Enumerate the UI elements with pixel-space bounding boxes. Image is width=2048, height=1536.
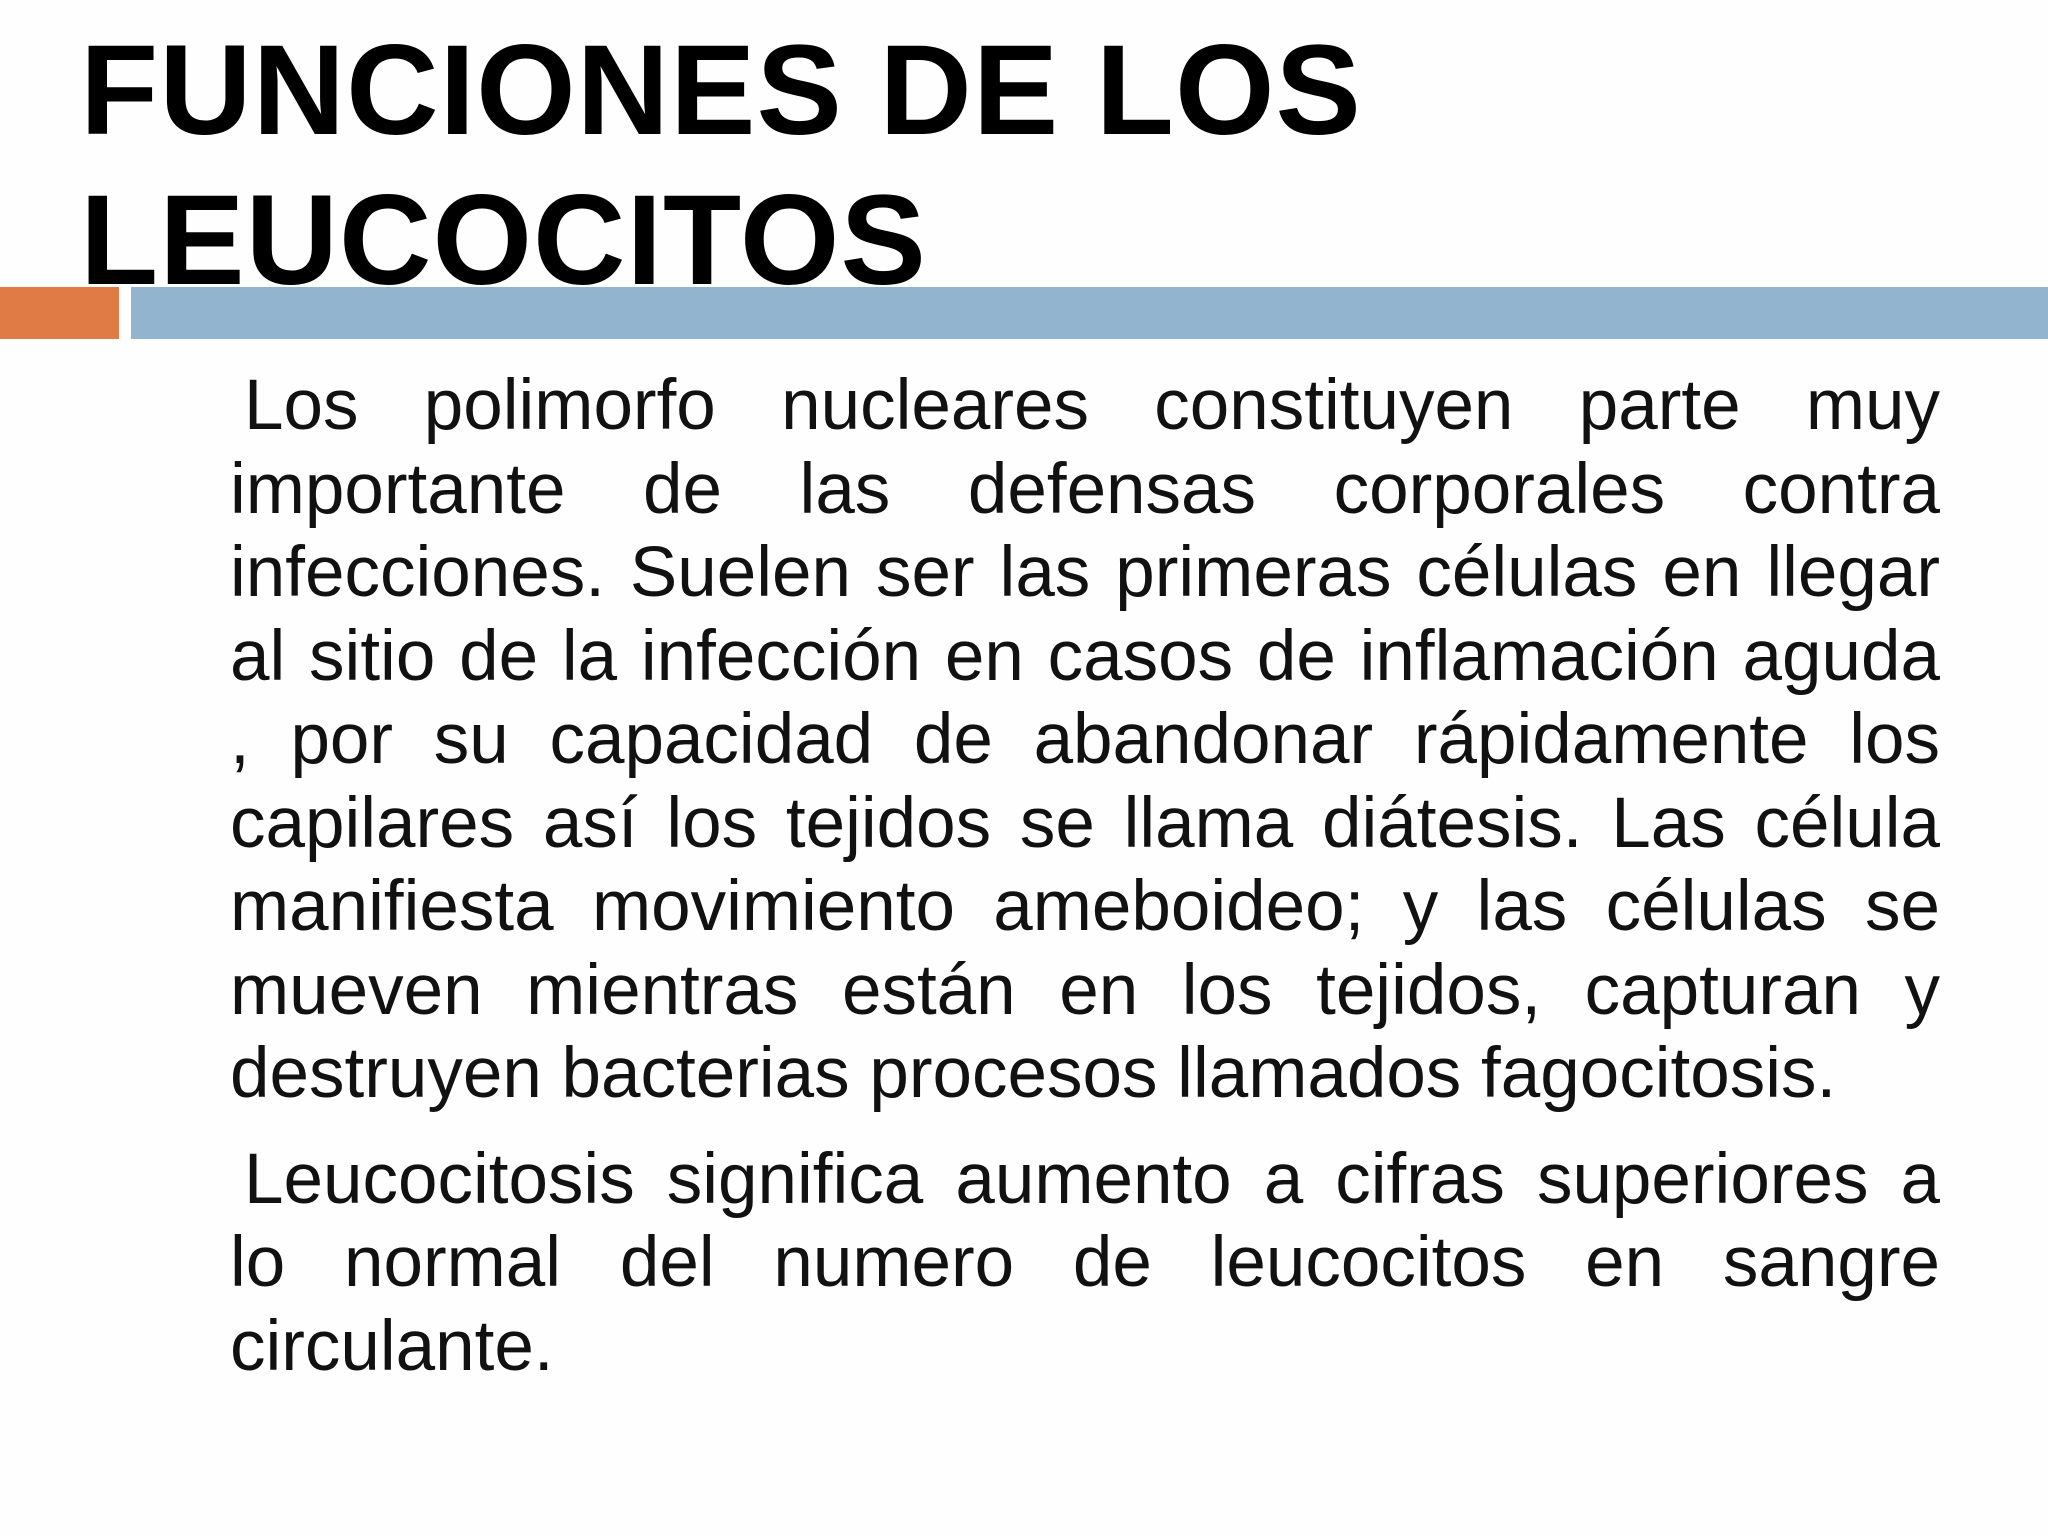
slide-title: FUNCIONES DE LOS LEUCOCITOS — [80, 19, 1362, 312]
body-paragraph-leucocitosis: Leucocitosis significa aumento a cifras superiores a lo normal del numero de leucocitos en sangre circulante. — [230, 1139, 1940, 1386]
body-paragraph-polimorfonucleares: Los polimorfo nucleares constituyen parte muy importante de las defensas corporales contra infecciones. Suelen ser las primeras células en llegar al sitio de la infección en casos de inflamación aguda , por su capacidad de abandonar rápidamente los capilares así los tejidos se llama diátesis. Las célula manifiesta movimiento ameboideo; y las células se mueven mientras están en los tejidos, capturan y destruyen bacterias procesos llamados fagocitosis. — [230, 366, 1940, 1113]
slide-body — [230, 364, 1940, 1410]
